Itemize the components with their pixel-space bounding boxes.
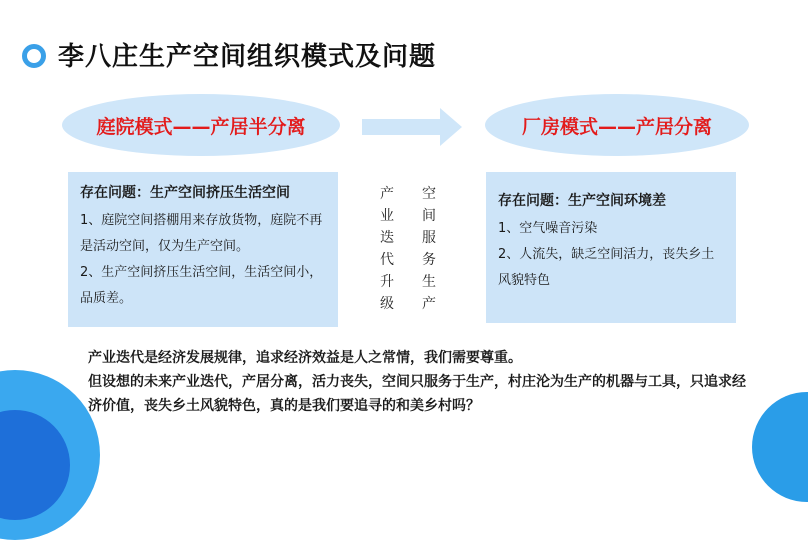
left-problem-box [68, 172, 338, 327]
page-title: 李八庄生产空间组织模式及问题 [58, 42, 437, 72]
right-problem-item: 1、空气噪音污染 [498, 221, 598, 236]
right-arrow-icon [362, 108, 462, 146]
conclusion-line: 但设想的未来产业迭代，产居分离，活力丧失，空间只服务于生产，村庄沦为生产的机器与工具，只追求经济价值，丧失乡土风貌特色，真的是我们要追寻的和美乡村吗？ [88, 374, 746, 414]
decor-circle [752, 392, 808, 502]
conclusion-line: 产业迭代是经济发展规律，追求经济效益是人之常情，我们需要尊重。 [88, 350, 522, 366]
left-problem-item: 2、生产空间挤压生活空间，生活空间小，品质差。 [80, 265, 323, 306]
title-bullet-icon [22, 44, 46, 68]
right-mode-label: 厂房模式——产居分离 [485, 94, 749, 156]
vertical-label-space: 空间服务生产 [422, 186, 436, 312]
left-mode-label: 庭院模式——产居半分离 [62, 94, 340, 156]
left-problem-item: 1、庭院空间搭棚用来存放货物，庭院不再是活动空间，仅为生产空间。 [80, 213, 323, 254]
right-problem-heading: 存在问题：生产空间环境差 [498, 193, 666, 209]
right-problem-item: 2、人流失，缺乏空间活力，丧失乡土风貌特色 [498, 247, 715, 288]
vertical-label-industry: 产业迭代升级 [380, 186, 394, 312]
left-problem-heading: 存在问题：生产空间挤压生活空间 [80, 185, 290, 201]
right-problem-box [486, 172, 736, 323]
conclusion-text [88, 346, 748, 418]
